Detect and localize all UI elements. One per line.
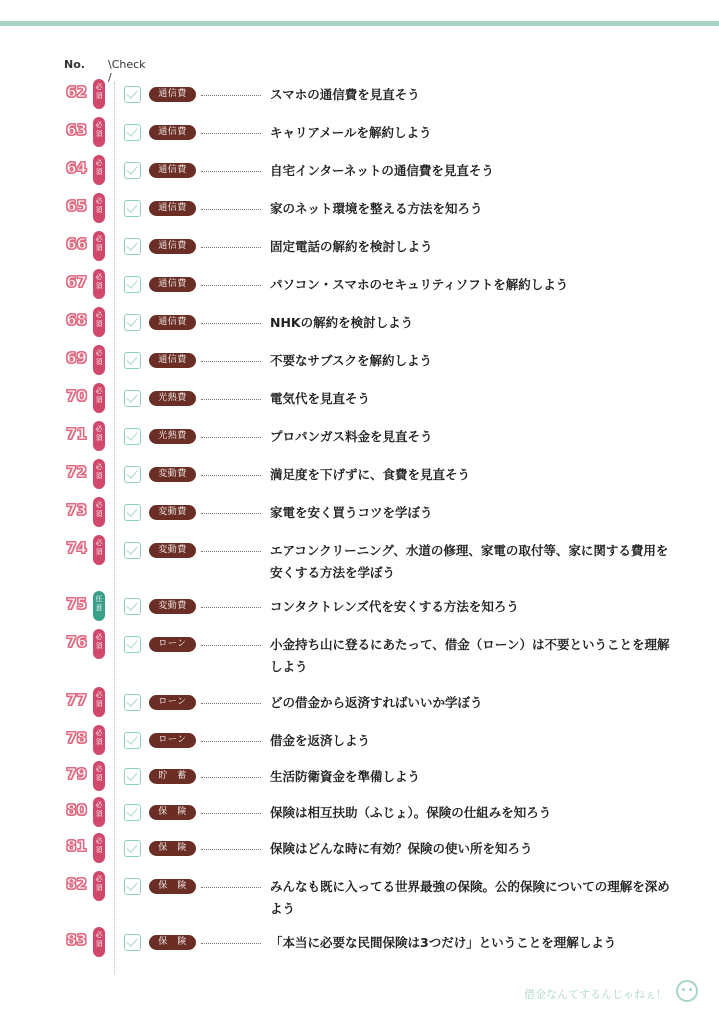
item-checkbox[interactable] — [124, 598, 141, 615]
category-badge: 通信費 — [149, 87, 196, 102]
item-text: 家電を安く買うコツを学ぼう — [270, 505, 433, 520]
item-number: 69 — [66, 349, 87, 367]
item-text: コンタクトレンズ代を安くする方法を知ろう — [270, 599, 519, 614]
required-badge: 必須 — [93, 927, 105, 957]
required-badge: 必須 — [93, 687, 105, 717]
list-item — [0, 156, 719, 192]
item-number: 74 — [66, 539, 87, 557]
item-checkbox[interactable] — [124, 878, 141, 895]
required-badge: 必須 — [93, 459, 105, 489]
item-text: NHKの解約を検討しよう — [270, 315, 414, 330]
leader-dots — [201, 777, 261, 778]
list-item — [0, 232, 719, 268]
item-number: 71 — [66, 425, 87, 443]
item-text: キャリアメールを解約しよう — [270, 125, 432, 140]
leader-dots — [201, 551, 261, 552]
item-number: 65 — [66, 197, 87, 215]
list-item — [0, 592, 719, 628]
category-badge: 保 険 — [149, 935, 196, 950]
item-text: パソコン・スマホのセキュリティソフトを解約しよう — [270, 277, 569, 292]
required-badge: 必須 — [93, 79, 105, 109]
list-item — [0, 118, 719, 154]
item-text: どの借金から返済すればいいか学ぼう — [270, 695, 483, 710]
leader-dots — [201, 849, 261, 850]
leader-dots — [201, 607, 261, 608]
item-text: 不要なサブスクを解約しよう — [270, 353, 433, 368]
leader-dots — [201, 437, 261, 438]
category-badge: 保 険 — [149, 841, 196, 856]
item-text: 生活防衛資金を準備しよう — [270, 769, 421, 784]
item-text: 満足度を下げずに、食費を見直そう — [270, 467, 471, 482]
category-badge: ローン — [149, 637, 196, 652]
required-badge: 必須 — [93, 497, 105, 527]
item-number: 79 — [66, 765, 87, 783]
list-item — [0, 422, 719, 458]
item-checkbox[interactable] — [124, 466, 141, 483]
leader-dots — [201, 513, 261, 514]
item-text: 小金持ち山に登るにあたって、借金（ローン）は不要ということを理解しよう — [270, 637, 670, 674]
category-badge: 通信費 — [149, 315, 196, 330]
item-number: 78 — [66, 729, 87, 747]
item-text: スマホの通信費を見直そう — [270, 87, 420, 102]
item-number: 66 — [66, 235, 87, 253]
item-checkbox[interactable] — [124, 732, 141, 749]
item-checkbox[interactable] — [124, 352, 141, 369]
category-badge: 通信費 — [149, 277, 196, 292]
item-text: 家のネット環境を整える方法を知ろう — [270, 201, 483, 216]
list-item — [0, 536, 719, 580]
list-item — [0, 762, 719, 798]
category-badge: 通信費 — [149, 239, 196, 254]
list-item — [0, 798, 719, 834]
leader-dots — [201, 887, 261, 888]
item-checkbox[interactable] — [124, 542, 141, 559]
required-badge: 必須 — [93, 725, 105, 755]
category-badge: 通信費 — [149, 353, 196, 368]
required-badge: 必須 — [93, 797, 105, 827]
leader-dots — [201, 943, 261, 944]
leader-dots — [201, 323, 261, 324]
item-number: 77 — [66, 691, 87, 709]
leader-dots — [201, 645, 261, 646]
list-item — [0, 346, 719, 382]
category-badge: 貯 蓄 — [149, 769, 196, 784]
item-text: エアコンクリーニング、水道の修理、家電の取付等、家に関する費用を安くする方法を学ぼう — [270, 543, 669, 580]
item-text: 借金を返済しよう — [270, 733, 371, 748]
leader-dots — [201, 95, 261, 96]
item-number: 83 — [66, 931, 87, 949]
required-badge: 必須 — [93, 307, 105, 337]
required-badge: 必須 — [93, 761, 105, 791]
list-item — [0, 630, 719, 674]
required-badge: 必須 — [93, 833, 105, 863]
item-checkbox[interactable] — [124, 124, 141, 141]
category-badge: 保 険 — [149, 879, 196, 894]
item-number: 76 — [66, 633, 87, 651]
item-number: 62 — [66, 83, 87, 101]
leader-dots — [201, 399, 261, 400]
required-badge: 必須 — [93, 629, 105, 659]
item-text: みんなも既に入ってる世界最強の保険。公的保険についての理解を深めよう — [270, 879, 670, 916]
list-item — [0, 308, 719, 344]
item-checkbox[interactable] — [124, 276, 141, 293]
item-text: 電気代を見直そう — [270, 391, 371, 406]
leader-dots — [201, 813, 261, 814]
item-number: 75 — [66, 595, 87, 613]
required-badge: 必須 — [93, 155, 105, 185]
header-no: No. — [64, 58, 85, 71]
item-number: 67 — [66, 273, 87, 291]
item-checkbox[interactable] — [124, 840, 141, 857]
leader-dots — [201, 703, 261, 704]
item-number: 64 — [66, 159, 87, 177]
item-text: 自宅インターネットの通信費を見直そう — [270, 163, 494, 178]
item-checkbox[interactable] — [124, 768, 141, 785]
item-checkbox[interactable] — [124, 934, 141, 951]
list-item — [0, 270, 719, 306]
item-text: 保険はどんな時に有効？保険の使い所を知ろう — [270, 841, 533, 856]
item-number: 72 — [66, 463, 87, 481]
leader-dots — [201, 285, 261, 286]
item-checkbox[interactable] — [124, 504, 141, 521]
list-item — [0, 726, 719, 762]
item-number: 73 — [66, 501, 87, 519]
list-item — [0, 460, 719, 496]
category-badge: 変動費 — [149, 505, 196, 520]
leader-dots — [201, 361, 261, 362]
item-checkbox[interactable] — [124, 428, 141, 445]
item-checkbox[interactable] — [124, 200, 141, 217]
item-checkbox[interactable] — [124, 636, 141, 653]
leader-dots — [201, 741, 261, 742]
item-number: 70 — [66, 387, 87, 405]
category-badge: 保 険 — [149, 805, 196, 820]
list-item — [0, 688, 719, 724]
footer-slogan: 借金なんてするんじゃねぇ！ — [524, 988, 667, 1001]
item-number: 81 — [66, 837, 87, 855]
leader-dots — [201, 475, 261, 476]
item-text: 「本当に必要な民間保険は3つだけ」ということを理解しよう — [270, 935, 617, 950]
category-badge: 変動費 — [149, 467, 196, 482]
list-item — [0, 80, 719, 116]
category-badge: 光熱費 — [149, 429, 196, 444]
category-badge: 通信費 — [149, 201, 196, 216]
item-text: 固定電話の解約を検討しよう — [270, 239, 433, 254]
item-checkbox[interactable] — [124, 238, 141, 255]
required-badge: 必須 — [93, 193, 105, 223]
item-checkbox[interactable] — [124, 804, 141, 821]
item-checkbox[interactable] — [124, 390, 141, 407]
optional-badge: 任意 — [93, 591, 105, 621]
item-number: 63 — [66, 121, 87, 139]
item-text: 保険は相互扶助（ふじょ）。保険の仕組みを知ろう — [270, 805, 552, 820]
category-badge: 変動費 — [149, 599, 196, 614]
list-item — [0, 194, 719, 230]
category-badge: ローン — [149, 733, 196, 748]
category-badge: 変動費 — [149, 543, 196, 558]
category-badge: 光熱費 — [149, 391, 196, 406]
item-checkbox[interactable] — [124, 694, 141, 711]
item-number: 82 — [66, 875, 87, 893]
required-badge: 必須 — [93, 383, 105, 413]
required-badge: 必須 — [93, 421, 105, 451]
required-badge: 必須 — [93, 535, 105, 565]
list-item — [0, 498, 719, 534]
list-item — [0, 872, 719, 916]
category-badge: 通信費 — [149, 125, 196, 140]
mascot-icon — [676, 980, 698, 1002]
header-check: \Check / — [108, 58, 146, 84]
item-checkbox[interactable] — [124, 314, 141, 331]
item-checkbox[interactable] — [124, 162, 141, 179]
leader-dots — [201, 247, 261, 248]
required-badge: 必須 — [93, 345, 105, 375]
category-badge: ローン — [149, 695, 196, 710]
leader-dots — [201, 133, 261, 134]
item-number: 68 — [66, 311, 87, 329]
leader-dots — [201, 171, 261, 172]
required-badge: 必須 — [93, 231, 105, 261]
top-accent-bar — [0, 21, 719, 26]
required-badge: 必須 — [93, 269, 105, 299]
list-item — [0, 928, 719, 964]
leader-dots — [201, 209, 261, 210]
item-text: プロパンガス料金を見直そう — [270, 429, 433, 444]
category-badge: 通信費 — [149, 163, 196, 178]
required-badge: 必須 — [93, 871, 105, 901]
list-item — [0, 834, 719, 870]
list-item — [0, 384, 719, 420]
required-badge: 必須 — [93, 117, 105, 147]
item-checkbox[interactable] — [124, 86, 141, 103]
item-number: 80 — [66, 801, 87, 819]
